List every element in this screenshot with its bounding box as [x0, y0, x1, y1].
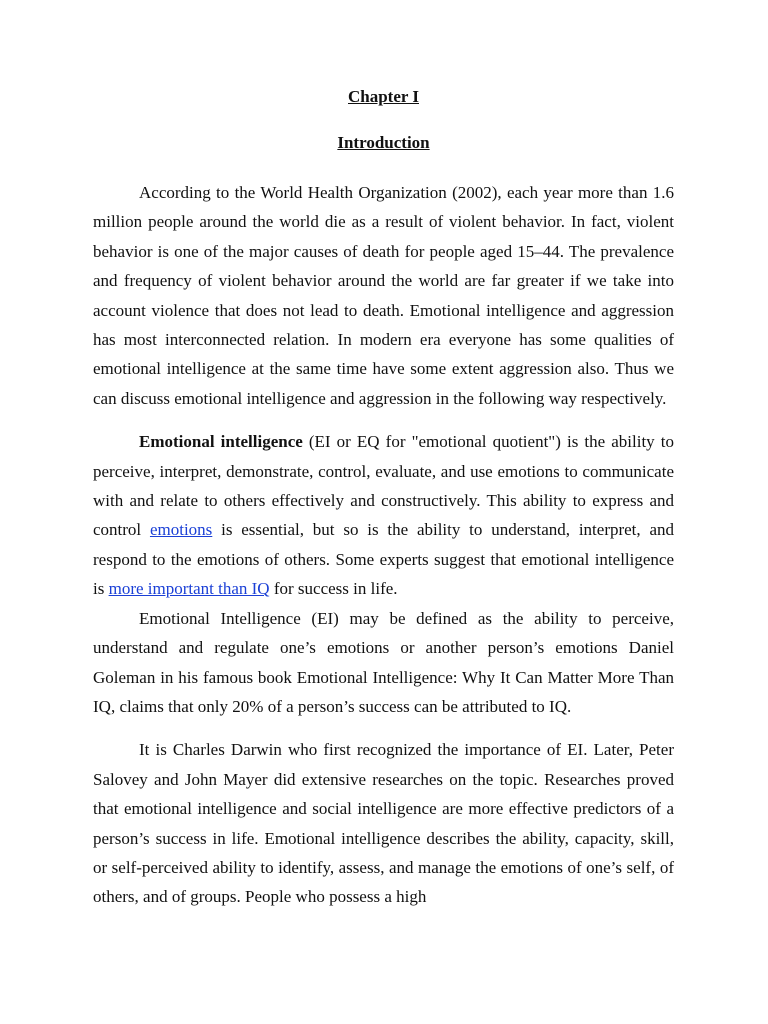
more-important-than-iq-link[interactable]: more important than IQ [108, 579, 270, 599]
section-title: Introduction [337, 133, 430, 152]
term-emotional-intelligence: Emotional intelligence [139, 432, 303, 452]
paragraph-goleman: Emotional Intelligence (EI) may be defined as the ability to perceive, understand and regulate one’s emotions or another person’s emotions Daniel Goleman in his famous book Emotional Intelligence: Why It Can Matter More Than IQ, claims that only 20% of a person’s success can be attributed to IQ. [93, 608, 674, 716]
chapter-title: Chapter I [348, 87, 419, 106]
paragraph-text-a: (EI or EQ for "emotional quotient") is the ability to perceive, interpret, demonstrate, control, evaluate, and use emotions to communicate with and relate to others effectively and constructively. This ability to express and control [93, 432, 674, 540]
paragraph-intro: According to the World Health Organization (2002), each year more than 1.6 million people around the world die as a result of violent behavior. In fact, violent behavior is one of the major causes of death for people aged 15–44. The prevalence and frequency of violent behavior around the world are far greater if we take into account violence that does not lead to death. Emotional intelligence and aggression has most interconnected relation. In modern era everyone has some qualities of emotional intelligence at the same time have some extent aggression also. Thus we can discuss emotional intelligence and aggression in the following way respectively. [93, 183, 674, 408]
paragraph-ei-definition [93, 427, 674, 603]
paragraph-darwin: It is Charles Darwin who first recognized the importance of EI. Later, Peter Salovey and John Mayer did extensive researches on the topic. Researches proved that emotional intelligence and social intelligence are more effective predictors of a person’s success in life. Emotional intelligence describes the ability, capacity, skill, or self-perceived ability to identify, assess, and manage the emotions of one’s self, of others, and of groups. People who possess a high [93, 740, 674, 907]
paragraph-text-c: for success in life. [269, 579, 398, 599]
paragraph-text-b: is essential, but so is the ability to understand, interpret, and respond to the emotions of others. Some experts suggest that emotional intelligence is [93, 520, 675, 599]
emotions-link[interactable]: emotions [149, 520, 213, 540]
